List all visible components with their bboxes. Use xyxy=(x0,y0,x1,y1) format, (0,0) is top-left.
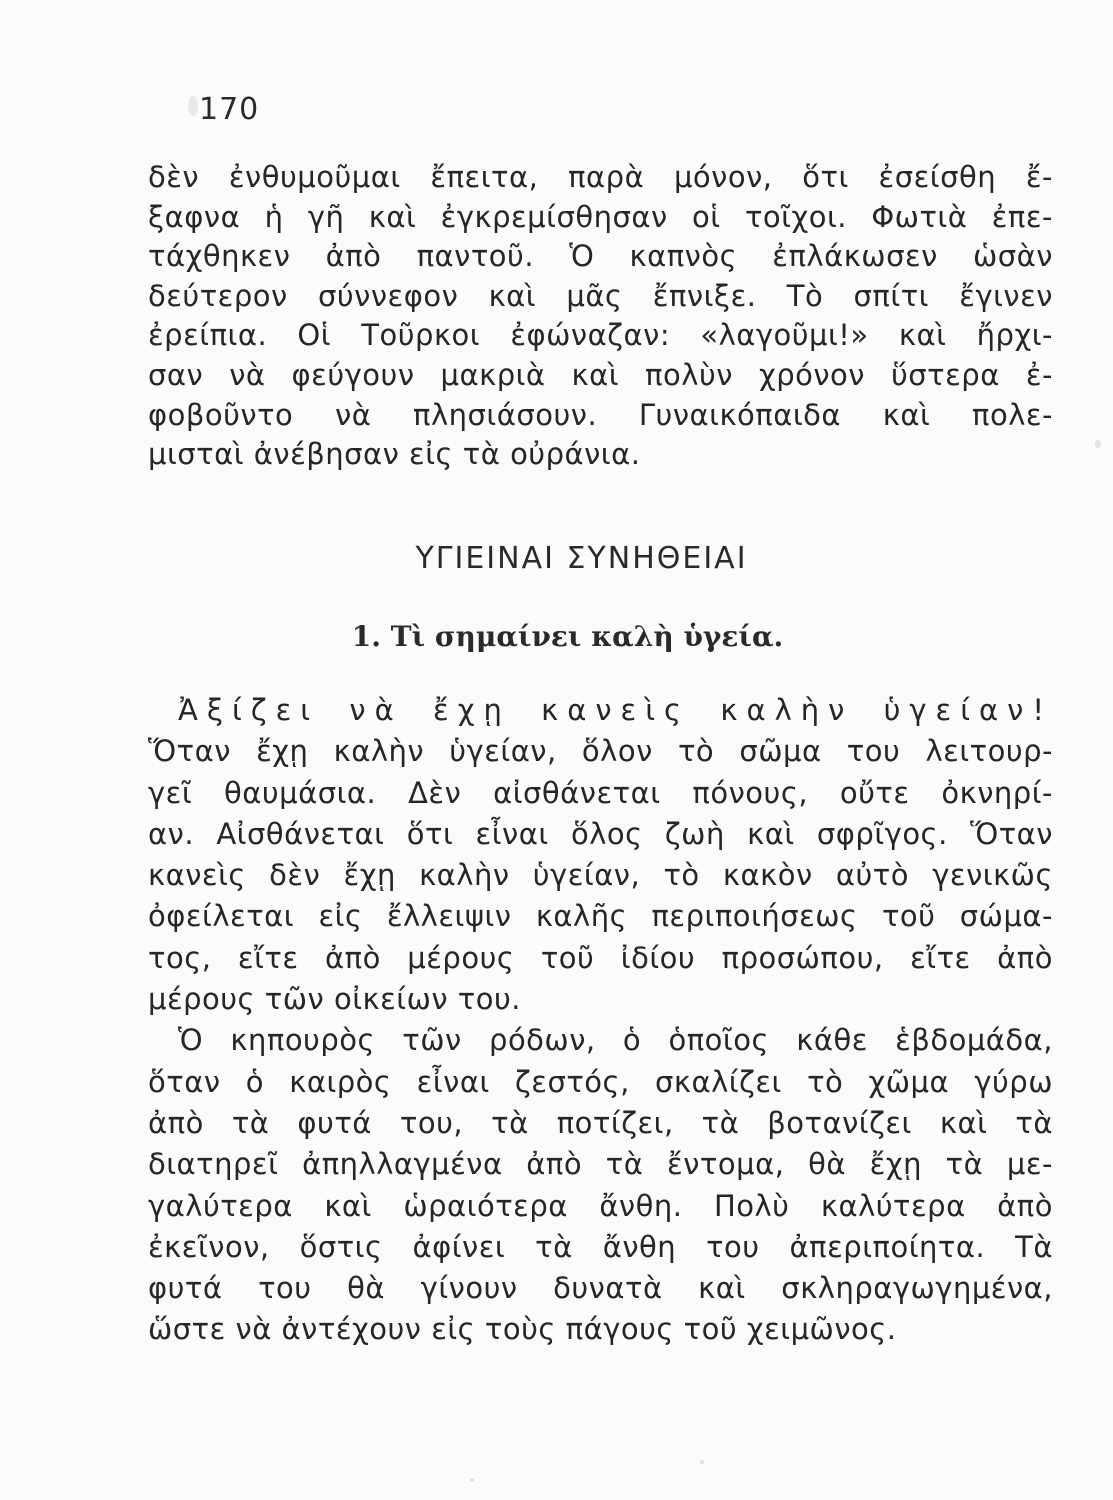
text-line: ὅταν ὁ καιρὸς εἶναι ζεστός, σκαλίζει τὸ χῶμα γύρω xyxy=(148,1064,1053,1099)
text-line: αν. Αἰσθάνεται ὅτι εἶναι ὅλος ζωὴ καὶ σφρῖγος. Ὅταν xyxy=(148,816,1053,851)
paper-speckle xyxy=(1095,440,1101,448)
text-line: Ὁ κηπουρὸς τῶν ρόδων, ὁ ὁποῖος κάθε ἑβδομάδα, xyxy=(178,1023,1053,1058)
text-line: τάχθηκεν ἀπὸ παντοῦ. Ὁ καπνὸς ἐπλάκωσεν ὡσὰν xyxy=(148,239,1053,274)
paper-speckle xyxy=(700,1460,704,1464)
text-line: Ὅταν ἔχῃ καλὴν ὑγείαν, ὅλον τὸ σῶμα του λειτουρ- xyxy=(148,734,1053,769)
text-line: σαν νὰ φεύγουν μακριὰ καὶ πολὺν χρόνον ὕστερα ἐ- xyxy=(148,357,1053,392)
text-line: ξαφνα ἡ γῆ καὶ ἐγκρεμίσθησαν οἱ τοῖχοι. Φωτιὰ ἐπε- xyxy=(148,199,1053,234)
text-line: τος, εἴτε ἀπὸ μέρους τοῦ ἰδίου προσώπου, εἴτε ἀπὸ xyxy=(148,940,1053,975)
text-line: κανεὶς δὲν ἔχῃ καλὴν ὑγείαν, τὸ κακὸν αὐτὸ γενικῶς xyxy=(148,858,1053,893)
paragraph-health xyxy=(148,690,1053,1351)
paragraph-continuation xyxy=(148,158,1053,475)
text-line: μέρους τῶν οἰκείων του. xyxy=(148,982,521,1017)
text-line: γεῖ θαυμάσια. Δὲν αἰσθάνεται πόνους, οὔτε ὀκνηρί- xyxy=(148,775,1053,810)
text-line: ὀφείλεται εἰς ἔλλειψιν καλῆς περιποιήσεως τοῦ σώμα- xyxy=(148,899,1053,934)
page-number: 170 xyxy=(199,92,260,127)
section-subtitle: 1. Τὶ σημαίνει καλὴ ὑγεία. xyxy=(351,620,784,653)
section-title: ΥΓΙΕΙΝΑΙ ΣΥΝΗΘΕΙΑΙ xyxy=(415,541,748,576)
paper-speckle xyxy=(188,96,198,116)
text-line: διατηρεῖ ἀπηλλαγμένα ἀπὸ τὰ ἔντομα, θὰ ἔχῃ τὰ με- xyxy=(148,1147,1053,1182)
text-line: φυτά του θὰ γίνουν δυνατὰ καὶ σκληραγωγημένα, xyxy=(148,1271,1053,1306)
paper-speckle xyxy=(470,1478,474,1482)
text-line: φοβοῦντο νὰ πλησιάσουν. Γυναικόπαιδα καὶ πολε- xyxy=(148,397,1053,432)
text-line: δεύτερον σύννεφον καὶ μᾶς ἔπνιξε. Τὸ σπίτι ἔγινεν xyxy=(148,278,1053,313)
text-line: ἐρείπια. Οἱ Τοῦρκοι ἐφώναζαν: «λαγοῦμι!» καὶ ἤρχι- xyxy=(148,318,1053,353)
text-line: ἐκεῖνον, ὅστις ἀφίνει τὰ ἄνθη του ἀπεριποίητα. Τὰ xyxy=(148,1229,1053,1264)
text-line: ἀπὸ τὰ φυτά του, τὰ ποτίζει, τὰ βοτανίζει καὶ τὰ xyxy=(148,1105,1053,1140)
text-line: μισταὶ ἀνέβησαν εἰς τὰ οὐράνια. xyxy=(148,437,641,472)
text-line: Ἀξίζει νὰ ἔχῃ κανεὶς καλὴν ὑγείαν! xyxy=(178,693,1053,727)
text-line: γαλύτερα καὶ ὡραιότερα ἄνθη. Πολὺ καλύτερα ἀπὸ xyxy=(148,1188,1053,1223)
text-line: ὥστε νὰ ἀντέχουν εἰς τοὺς πάγους τοῦ χειμῶνος. xyxy=(148,1312,897,1347)
text-line: δὲν ἐνθυμοῦμαι ἔπειτα, παρὰ μόνον, ὅτι ἐσείσθη ἔ- xyxy=(148,160,1053,194)
